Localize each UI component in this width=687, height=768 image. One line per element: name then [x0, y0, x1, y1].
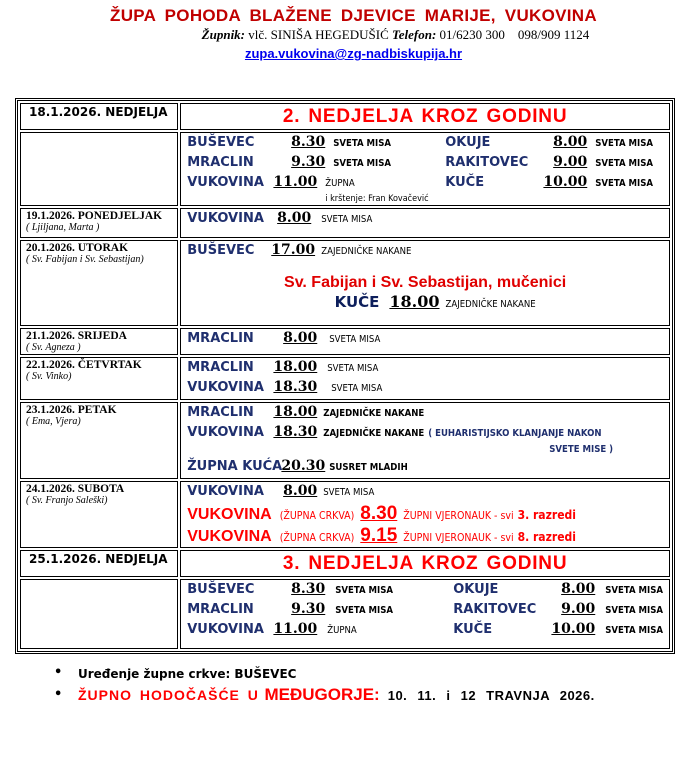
note: SVETA MISA [331, 383, 383, 394]
time: 11.00 [273, 174, 318, 190]
sunday-title: 2. NEDJELJA KROZ GODINU [282, 106, 568, 127]
note: SVETA MISA [323, 487, 375, 498]
note: SVETA MISA [333, 158, 391, 169]
phone-label: Telefon: [392, 27, 437, 42]
table-row [20, 550, 670, 577]
table-row [20, 240, 670, 326]
place: RAKITOVEC [453, 602, 537, 617]
sunday-title: 3. NEDJELJA KROZ GODINU [282, 553, 568, 574]
note: SVETA MISA [595, 178, 653, 189]
note: ZAJEDNIČKE NAKANE [445, 299, 536, 310]
time: 11.00 [273, 621, 318, 637]
time: 20.30 [281, 458, 326, 474]
sunday-title-cell [180, 550, 670, 577]
pastor-name: vlč. SINIŠA HEGEDUŠIĆ [248, 27, 389, 42]
note: SVETA MISA [595, 138, 653, 149]
time: 8.00 [553, 134, 588, 150]
location: (ŽUPNA CRKVA) [279, 510, 355, 522]
place: MRACLIN [187, 602, 254, 617]
note: ZAJEDNIČKE NAKANE [323, 408, 425, 419]
note: ŽUPNA [327, 625, 357, 636]
date-cell: 24.1.2026. SUBOTA ( Sv. Franjo Saleški) [20, 481, 178, 548]
time: 18.00 [273, 404, 318, 420]
note: SVETA MISA [605, 605, 663, 616]
phone-1: 01/6230 300 [439, 27, 505, 42]
time: 9.30 [291, 601, 326, 617]
adoration-note-cont: SVETE MISE ) [549, 444, 614, 455]
note: SVETA MISA [605, 625, 663, 636]
contact-line [0, 27, 687, 43]
time: 9.15 [360, 525, 398, 546]
table-row [20, 208, 670, 238]
date-cell: 19.1.2026. PONEDJELJAK ( Ljiljana, Marta ) [20, 208, 178, 238]
place: VUKOVINA [187, 484, 264, 499]
place: VUKOVINA [187, 506, 272, 523]
note: ŽUPNI VJERONAUK - svi [403, 532, 514, 544]
email-link[interactable]: zupa.vukovina@zg-nadbiskupija.hr [244, 46, 463, 61]
place: MRACLIN [187, 155, 254, 170]
note: SVETA MISA [335, 585, 393, 596]
time: 18.30 [273, 379, 318, 395]
place: VUKOVINA [187, 622, 264, 637]
date-cell: 25.1.2026. NEDJELJA [20, 550, 178, 577]
phone-2: 098/909 1124 [517, 27, 590, 42]
note: SVETA MISA [329, 334, 381, 345]
note: ZAJEDNIČKE NAKANE [323, 428, 425, 439]
time: 17.00 [271, 242, 316, 258]
date-cell: 20.1.2026. UTORAK ( Sv. Fabijan i Sv. Sebastijan) [20, 240, 178, 326]
date-cell: 21.1.2026. SRIJEDA ( Sv. Agneza ) [20, 328, 178, 355]
time: 10.00 [551, 621, 596, 637]
table-row [20, 357, 670, 400]
place: VUKOVINA [187, 425, 264, 440]
table-row [20, 481, 670, 548]
table-row [20, 132, 670, 206]
time: 8.00 [283, 483, 318, 499]
note: SUSRET MLADIH [329, 462, 408, 473]
time: 18.30 [273, 424, 318, 440]
place: VUKOVINA [187, 175, 264, 190]
adoration-note: ( EUHARISTIJSKO KLANJANJE NAKON [428, 428, 602, 439]
time: 18.00 [389, 292, 440, 311]
time: 9.00 [553, 154, 588, 170]
place: OKUJE [453, 582, 499, 597]
place: VUKOVINA [187, 528, 272, 545]
table-row [20, 402, 670, 479]
place: VUKOVINA [187, 211, 264, 226]
place: MRACLIN [187, 331, 254, 346]
note: ZAJEDNIČKE NAKANE [321, 246, 412, 257]
mass-list [180, 132, 670, 206]
place: OKUJE [445, 135, 491, 150]
place: RAKITOVEC [445, 155, 529, 170]
time: 10.00 [543, 174, 588, 190]
place: BUŠEVEC [187, 582, 255, 597]
time: 9.00 [561, 601, 596, 617]
schedule-table [17, 100, 673, 652]
note: SVETA MISA [595, 158, 653, 169]
table-row [20, 579, 670, 649]
feast-title: Sv. Fabijan i Sv. Sebastijan, mučenici [284, 274, 567, 291]
place: KUČE [445, 175, 485, 190]
note: ŽUPNI VJERONAUK - svi [403, 510, 514, 522]
time: 9.30 [291, 154, 326, 170]
pastor-label: Župnik: [201, 27, 246, 42]
place: MRACLIN [187, 405, 254, 420]
time: 8.00 [277, 210, 312, 226]
place: KUČE [453, 622, 493, 637]
note: ŽUPNA [325, 178, 355, 189]
place: KUČE [334, 293, 380, 311]
note: SVETA MISA [335, 605, 393, 616]
parish-title: ŽUPA POHODA BLAŽENE DJEVICE MARIJE, VUKOVINA [110, 6, 597, 25]
sunday-title-cell [180, 103, 670, 130]
note: SVETA MISA [321, 214, 373, 225]
place: VUKOVINA [187, 380, 264, 395]
place: MRACLIN [187, 360, 254, 375]
table-row [20, 103, 670, 130]
date-cell: 23.1.2026. PETAK ( Ema, Vjera) [20, 402, 178, 479]
grade: 8. razredi [517, 530, 576, 544]
place: ŽUPNA KUĆA [187, 459, 283, 474]
date-cell: 22.1.2026. ČETVRTAK ( Sv. Vinko) [20, 357, 178, 400]
time: 8.30 [360, 503, 398, 524]
grade: 3. razredi [517, 508, 576, 522]
note: SVETA MISA [605, 585, 663, 596]
mass-list [180, 579, 670, 649]
time: 18.00 [273, 359, 318, 375]
time: 8.30 [291, 134, 326, 150]
note: SVETA MISA [333, 138, 391, 149]
table-row [20, 328, 670, 355]
announcement-item: • Uređenje župne crkve: BUŠEVEC [52, 662, 595, 684]
time: 8.00 [283, 330, 318, 346]
date-cell: 18.1.2026. NEDJELJA [20, 103, 178, 130]
announcement-item: • ŽUPNO HODOČAŠĆE U MEĐUGORJE: 10. 11. i 12 TRAVNJA 2026. [52, 684, 595, 706]
location: (ŽUPNA CRKVA) [279, 532, 355, 544]
baptism-note: i krštenje: Fran Kovačević [325, 194, 429, 204]
time: 8.00 [561, 581, 596, 597]
place: BUŠEVEC [187, 243, 255, 258]
announcements-list [52, 662, 595, 706]
place: BUŠEVEC [187, 135, 255, 150]
time: 8.30 [291, 581, 326, 597]
note: SVETA MISA [327, 363, 379, 374]
